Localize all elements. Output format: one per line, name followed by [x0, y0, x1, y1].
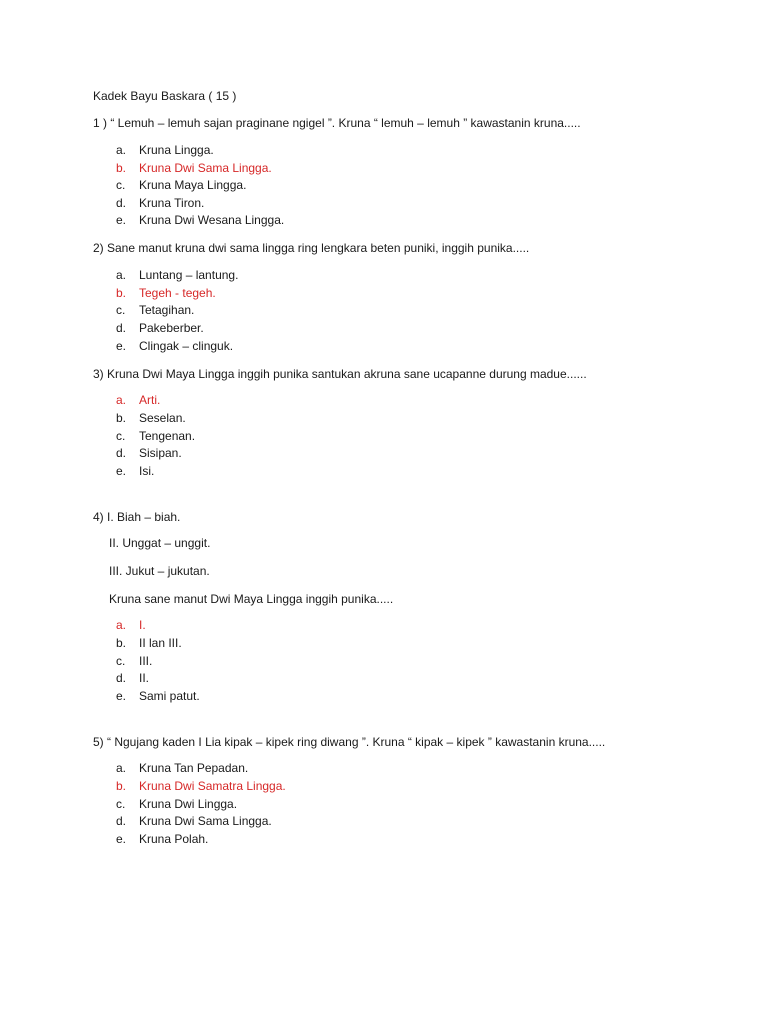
- question-3-stem: 3) Kruna Dwi Maya Lingga inggih punika santukan akruna sane ucapanne durung madue......: [93, 367, 587, 381]
- author-line: Kadek Bayu Baskara ( 15 ): [93, 89, 237, 103]
- question-4-stem: 4) I. Biah – biah.: [93, 510, 181, 524]
- question-2-stem: 2) Sane manut kruna dwi sama lingga ring lengkara beten puniki, inggih punika.....: [93, 241, 530, 255]
- q4-statement-3: III. Jukut – jukutan.: [109, 564, 210, 578]
- q4-prompt: Kruna sane manut Dwi Maya Lingga inggih punika.....: [109, 592, 394, 606]
- document-page: Kadek Bayu Baskara ( 15 ) 1 ) “ Lemuh – lemuh sajan praginane ngigel ”. Kruna “ lemuh – lemuh ” kawastanin kruna..... a. Kruna Lingga. b. Kruna Dwi Sama Lingga. c. Kruna Maya Lingga. d. Kruna Tiron. e. Kruna Dwi Wesana Lingga. 2) Sane manut kruna dwi sama lingga ring lengkara beten puniki, inggih punika..... a. Luntang – lantung. b. Tegeh - tegeh. c. Tetagihan. d. Pakeberber. e. Clingak – clinguk. 3) Kruna Dwi Maya Lingga inggih punika santukan akruna sane ucapanne durung madue...... a. Arti. b. Seselan. c. Tengenan. d. Sisipan. e. Isi. 4) I. Biah – biah. II. Unggat – unggit. III. Jukut – jukutan. Kruna sane manut Dwi Maya Lingga inggih punika..... a. I. b. II lan III. c. III. d. II. e. Sami patut. 5) “ Ngujang kaden I Lia kipak – kipek ring diwang ”. Kruna “ kipak – kipek ” kawastanin kruna..... a. Kruna Tan Pepadan. b. Kruna Dwi Samatra Lingga. c. Kruna Dwi Lingga. d. Kruna Dwi Sama Lingga. e. Kruna Polah.: [93, 89, 606, 846]
- q4-statement-2: II. Unggat – unggit.: [109, 536, 211, 550]
- question-5-stem: 5) “ Ngujang kaden I Lia kipak – kipek ring diwang ”. Kruna “ kipak – kipek ” kawastanin kruna.....: [93, 735, 606, 749]
- question-1-stem: 1 ) “ Lemuh – lemuh sajan praginane ngigel ”. Kruna “ lemuh – lemuh ” kawastanin kruna.....: [93, 116, 581, 130]
